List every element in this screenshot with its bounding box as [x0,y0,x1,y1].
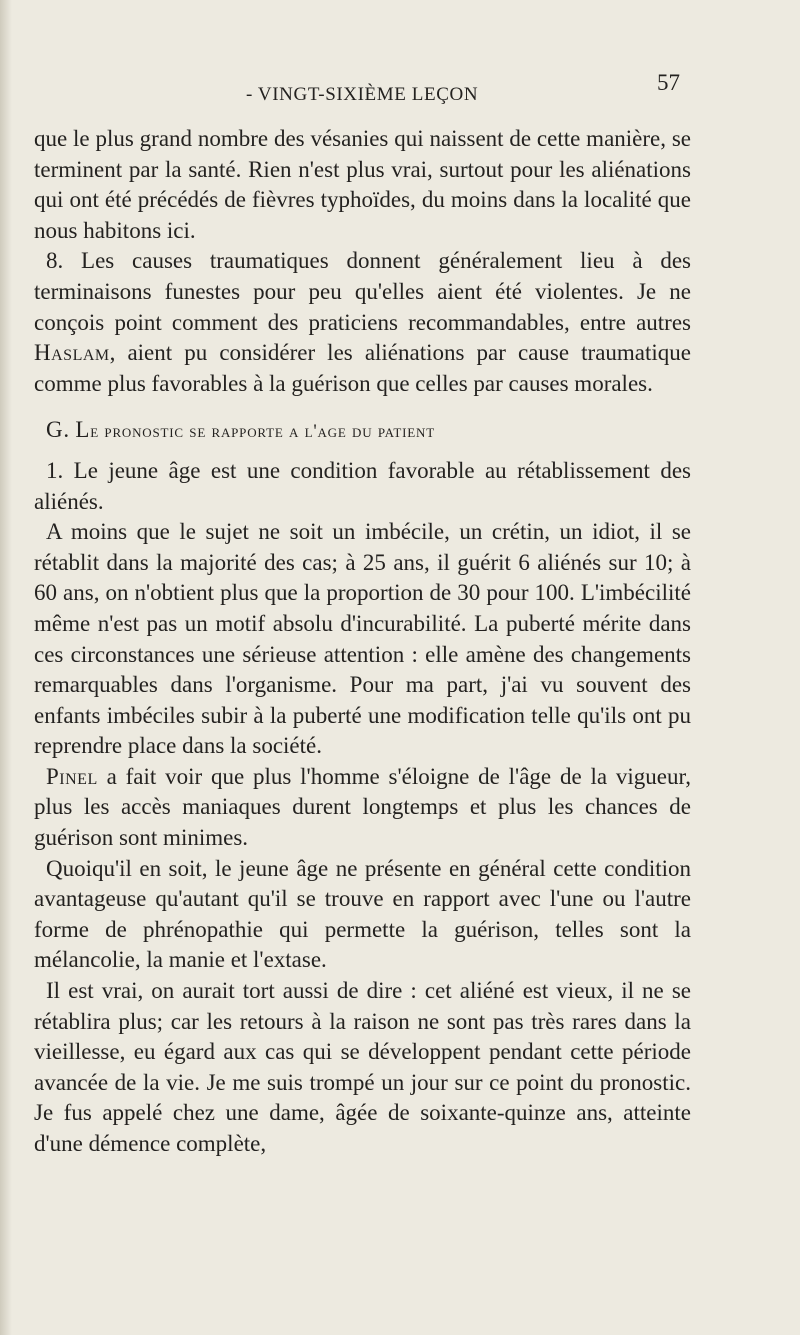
paragraph-imbecility: A moins que le sujet ne soit un imbécile, un crétin, un idiot, il se rétablit dans la majorité des cas; à 25 ans, il guérit 6 aliénés sur 10; à 60 ans, on n'obtient plus que la proportion de 30 pour 100. L'imbécilité même n'est pas un motif absolu d'incurabilité. La puberté mérite dans ces circonstances une sérieuse attention : elle amène des changements remarquables dans l'organisme. Pour ma part, j'ai vu souvent des enfants imbéciles subir à la puberté une modification telle qu'ils ont pu reprendre place dans la société. [34,519,691,759]
paragraph-traumatic-causes [34,246,691,399]
paragraph-old-age: Il est vrai, on aurait tort aussi de dire : cet aliéné est vieux, il ne se rétablira plus; car les retours à la raison ne sont pas très rares dans la vieillesse, eu égard aux cas qui se développent pendant cette période avancée de la vie. Je me suis trompé un jour sur ce point du pronostic. Je fus appelé chez une dame, âgée de soixante-quinze ans, atteinte d'une démence complète, [34,978,691,1156]
section-letter: G. [46,417,70,443]
running-header: - VINGT-SIXIÈME LEÇON [246,84,479,105]
paragraph-text: 8. Les causes traumatiques donnent généralement lieu à des terminaisons funestes pour peu qu'elles aient été violentes. Je ne conçois point comment des praticiens recommandables, entre autres [34,248,691,335]
author-name-pinel: Pinel [46,763,98,789]
paragraph-text: a fait voir que plus l'homme s'éloigne de l'âge de la vigueur, plus les accès maniaques durent longtemps et plus les chances de guérison sont minimes. [34,763,691,851]
text-column [34,124,691,1160]
section-title: e pronostic se rapporte a l'age du patient [90,422,435,443]
paragraph-phrenopathy: Quoiqu'il en soit, le jeune âge ne présente en général cette condition avantageuse qu'autant qu'il se trouve en rapport avec l'une ou l'autre forme de phrénopathie qui permette la guérison, telles sont la mélancolie, la manie et l'extase. [34,855,691,973]
section-heading [34,399,691,456]
section-title-initial: L [75,417,91,443]
page-edge-shadow [0,0,12,1335]
paragraph-continuation: que le plus grand nombre des vésanies qui naissent de cette manière, se terminent par la santé. Rien n'est plus vrai, surtout pour les aliénations qui ont été précédés de fièvres typhoïdes, du moins dans la localité que nous habitons ici. [34,126,691,243]
page-number: 57 [657,70,680,95]
paragraph-young-age: 1. Le jeune âge est une condition favorable au rétablissement des aliénés. [34,457,691,514]
paragraph-text: , aient pu considérer les aliénations par cause traumatique comme plus favorables à la guérison que celles par causes morales. [34,340,691,396]
author-name-haslam: Haslam [34,340,110,366]
paragraph-pinel [34,762,691,854]
